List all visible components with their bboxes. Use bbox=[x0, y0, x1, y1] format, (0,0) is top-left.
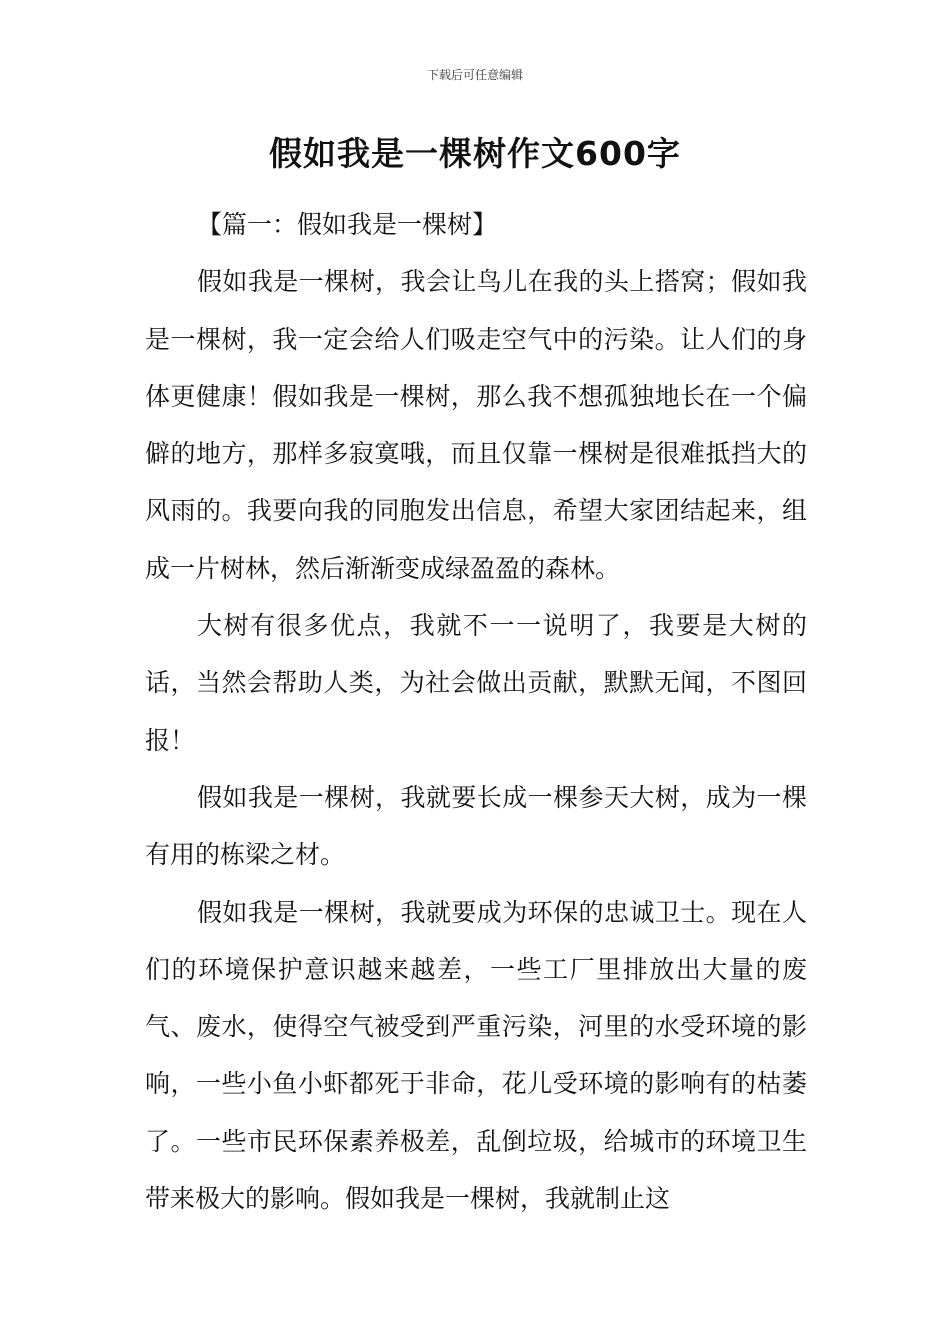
paragraph: 假如我是一棵树，我就要成为环保的忠诚卫士。现在人们的环境保护意识越来越差，一些工厂里排放出大量的废气、废水，使得空气被受到严重污染，河里的水受环境的影响，一些小鱼小虾都死于非命，花儿受环境的影响有的枯萎了。一些市民环保素养极差，乱倒垃圾，给城市的环境卫生带来极大的影响。假如我是一棵树，我就制止这 bbox=[145, 897, 807, 1214]
paragraph: 假如我是一棵树，我就要长成一棵参天大树，成为一棵有用的栋梁之材。 bbox=[145, 782, 807, 870]
paragraph: 假如我是一棵树，我会让鸟儿在我的头上搭窝；假如我是一棵树，我一定会给人们吸走空气中的污染。让人们的身体更健康！假如我是一棵树，那么我不想孤独地长在一个偏僻的地方，那样多寂寞哦，而且仅靠一棵树是很难抵挡大的风雨的。我要向我的同胞发出信息，希望大家团结起来，组成一片树林，然后渐渐变成绿盈盈的森林。 bbox=[145, 267, 807, 583]
paragraph: 大树有很多优点，我就不一一说明了，我要是大树的话，当然会帮助人类，为社会做出贡献，默默无闻，不图回报！ bbox=[145, 611, 807, 755]
document-title: 假如我是一棵树作文600字 bbox=[269, 134, 681, 173]
document-body bbox=[145, 196, 807, 1227]
header-note: 下载后可任意编辑 bbox=[426, 68, 523, 82]
section-heading: 【篇一：假如我是一棵树】 bbox=[197, 210, 498, 239]
